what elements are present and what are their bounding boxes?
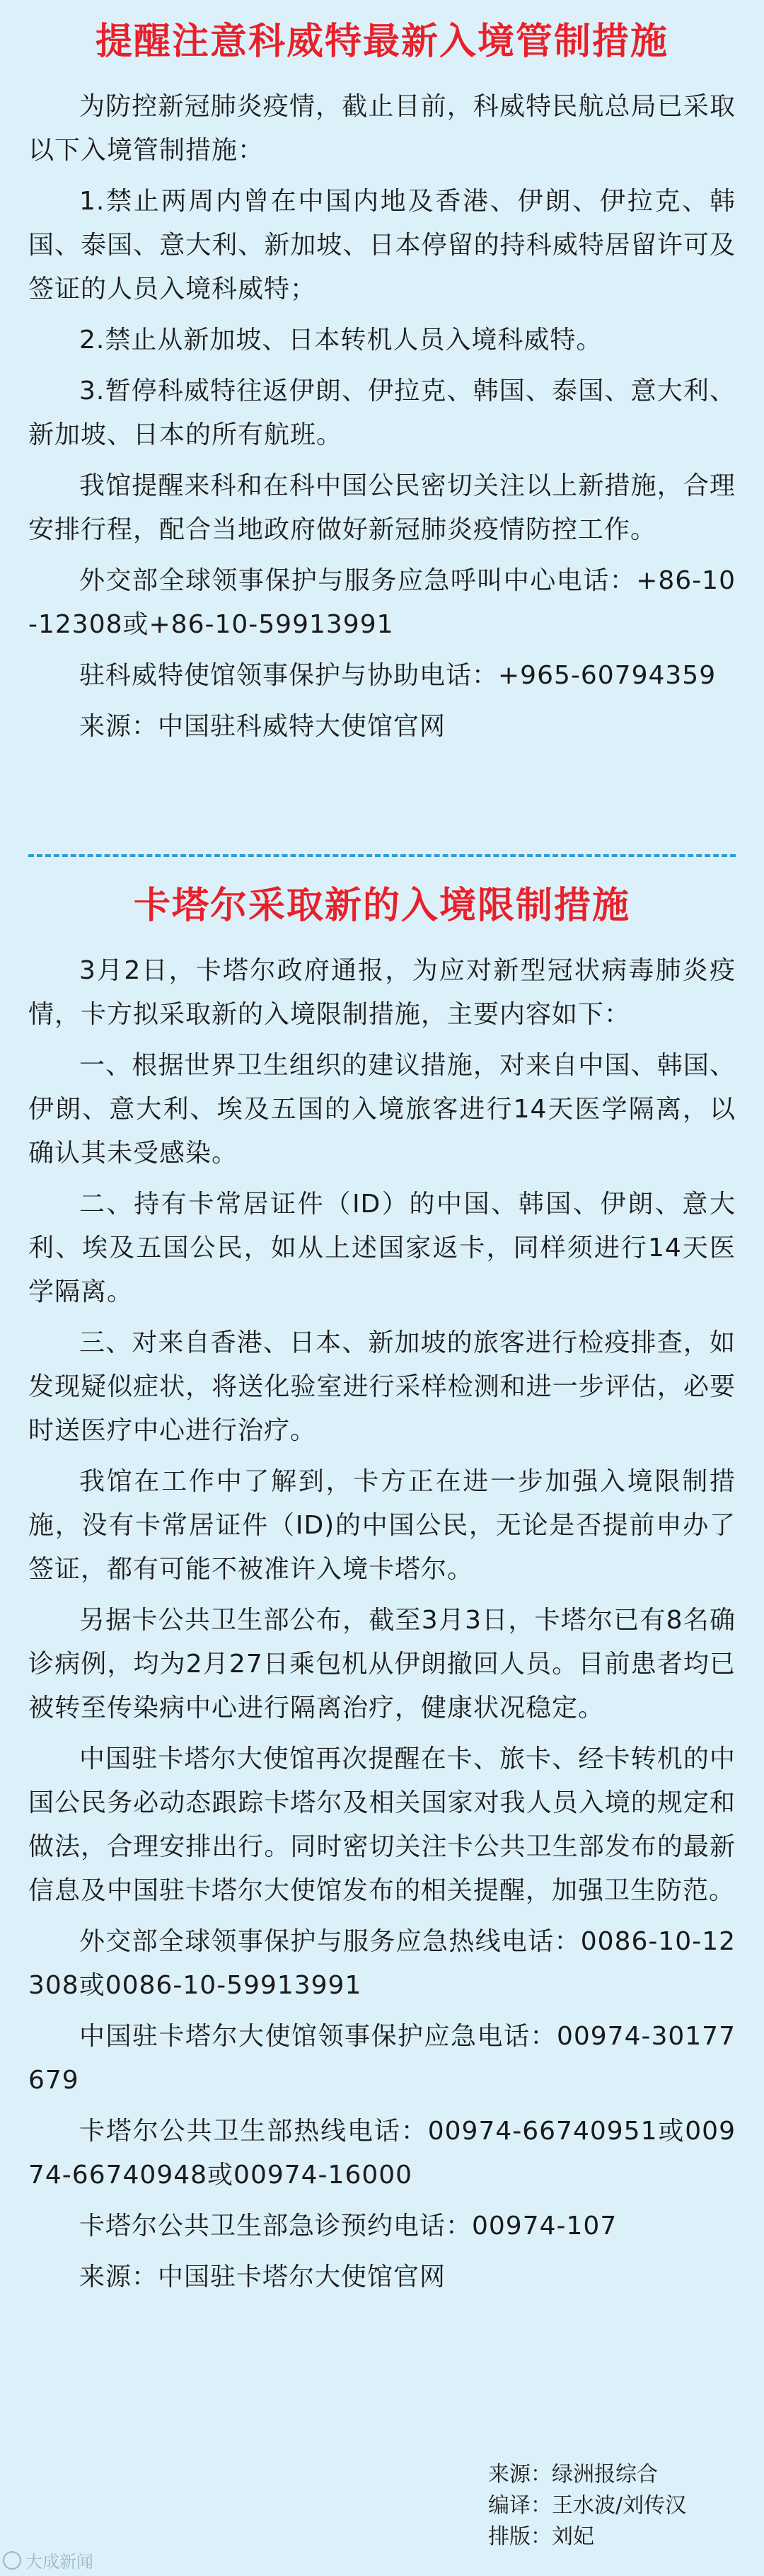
watermark-text: 大成新闻 [25,2552,93,2572]
credit-layout: 排版：刘妃 [488,2524,594,2549]
qatar-mfa-hotline: 外交部全球领事保护与服务应急热线电话：0086-10-12308或0086-10-59913991 [28,1927,736,2000]
kuwait-measure-2: 2.禁止从新加坡、日本转机人员入境科威特。 [79,326,603,355]
qatar-body [28,949,736,2299]
qatar-title: 卡塔尔采取新的入境限制措施 [133,885,630,927]
kuwait-source: 来源：中国驻科威特大使馆官网 [79,712,446,741]
credit-source: 来源：绿洲报综合 [488,2462,658,2487]
qatar-section [28,874,736,2306]
qatar-measure-1: 一、根据世界卫生组织的建议措施，对来自中国、韩国、伊朗、意大利、埃及五国的入境旅客进行14天医学隔离，以确认其未受感染。 [28,1051,736,1168]
watermark-logo-icon [3,2551,21,2570]
credits-block [488,2459,743,2553]
qatar-case-report: 另据卡公共卫生部公布，截至3月3日，卡塔尔已有8名确诊病例，均为2月27日乘包机从伊朗撤回人员。目前患者均已被转至传染病中心进行隔离治疗，健康状况稳定。 [28,1606,736,1723]
qatar-health-hotline: 卡塔尔公共卫生部热线电话：00974-66740951或00974-66740948或00974-16000 [28,2117,736,2190]
section-divider [28,854,736,857]
kuwait-mfa-hotline: 外交部全球领事保护与服务应急呼叫中心电话：+86-10-12308或+86-10-59913991 [28,566,736,639]
kuwait-title: 提醒注意科威特最新入境管制措施 [95,21,668,63]
qatar-measure-2: 二、持有卡常居证件（ID）的中国、韩国、伊朗、意大利、埃及五国公民，如从上述国家返卡，同样须进行14天医学隔离。 [28,1190,736,1306]
qatar-embassy-note: 我馆在工作中了解到，卡方正在进一步加强入境限制措施，没有卡常居证件（ID)的中国公民，无论是否提前申办了签证，都有可能不被准许入境卡塔尔。 [28,1467,736,1584]
qatar-embassy-reminder: 中国驻卡塔尔大使馆再次提醒在卡、旅卡、经卡转机的中国公民务必动态跟踪卡塔尔及相关国家对我人员入境的规定和做法，合理安排出行。同时密切关注卡公共卫生部发布的最新信息及中国驻卡塔尔大使馆发布的相关提醒，加强卫生防范。 [28,1744,736,1905]
watermark [3,2548,93,2572]
qatar-measure-3: 三、对来自香港、日本、新加坡的旅客进行检疫排查，如发现疑似症状，将送化验室进行采样检测和进一步评估，必要时送医疗中心进行治疗。 [28,1328,736,1445]
qatar-embassy-phone: 中国驻卡塔尔大使馆领事保护应急电话：00974-30177679 [28,2022,736,2095]
qatar-emergency-phone: 卡塔尔公共卫生部急诊预约电话：00974-107 [79,2212,618,2241]
kuwait-measure-3: 3.暂停科威特往返伊朗、伊拉克、韩国、泰国、意大利、新加坡、日本的所有航班。 [28,376,736,449]
qatar-source: 来源：中国驻卡塔尔大使馆官网 [79,2262,446,2292]
kuwait-measure-1: 1.禁止两周内曾在中国内地及香港、伊朗、伊拉克、韩国、泰国、意大利、新加坡、日本停留的持科威特居留许可及签证的人员入境科威特； [28,187,736,304]
kuwait-body [28,85,736,749]
kuwait-embassy-phone: 驻科威特使馆领事保护与协助电话：+965-60794359 [79,661,717,690]
credit-translator: 编译：王水波/刘传汉 [488,2493,687,2518]
kuwait-intro-paragraph: 为防控新冠肺炎疫情，截止目前，科威特民航总局已采取以下入境管制措施： [28,92,736,165]
kuwait-section [28,10,736,756]
qatar-intro-paragraph: 3月2日，卡塔尔政府通报，为应对新型冠状病毒肺炎疫情，卡方拟采取新的入境限制措施，主要内容如下： [28,956,736,1029]
kuwait-reminder-paragraph: 我馆提醒来科和在科中国公民密切关注以上新措施，合理安排行程，配合当地政府做好新冠肺炎疫情防控工作。 [28,471,736,544]
